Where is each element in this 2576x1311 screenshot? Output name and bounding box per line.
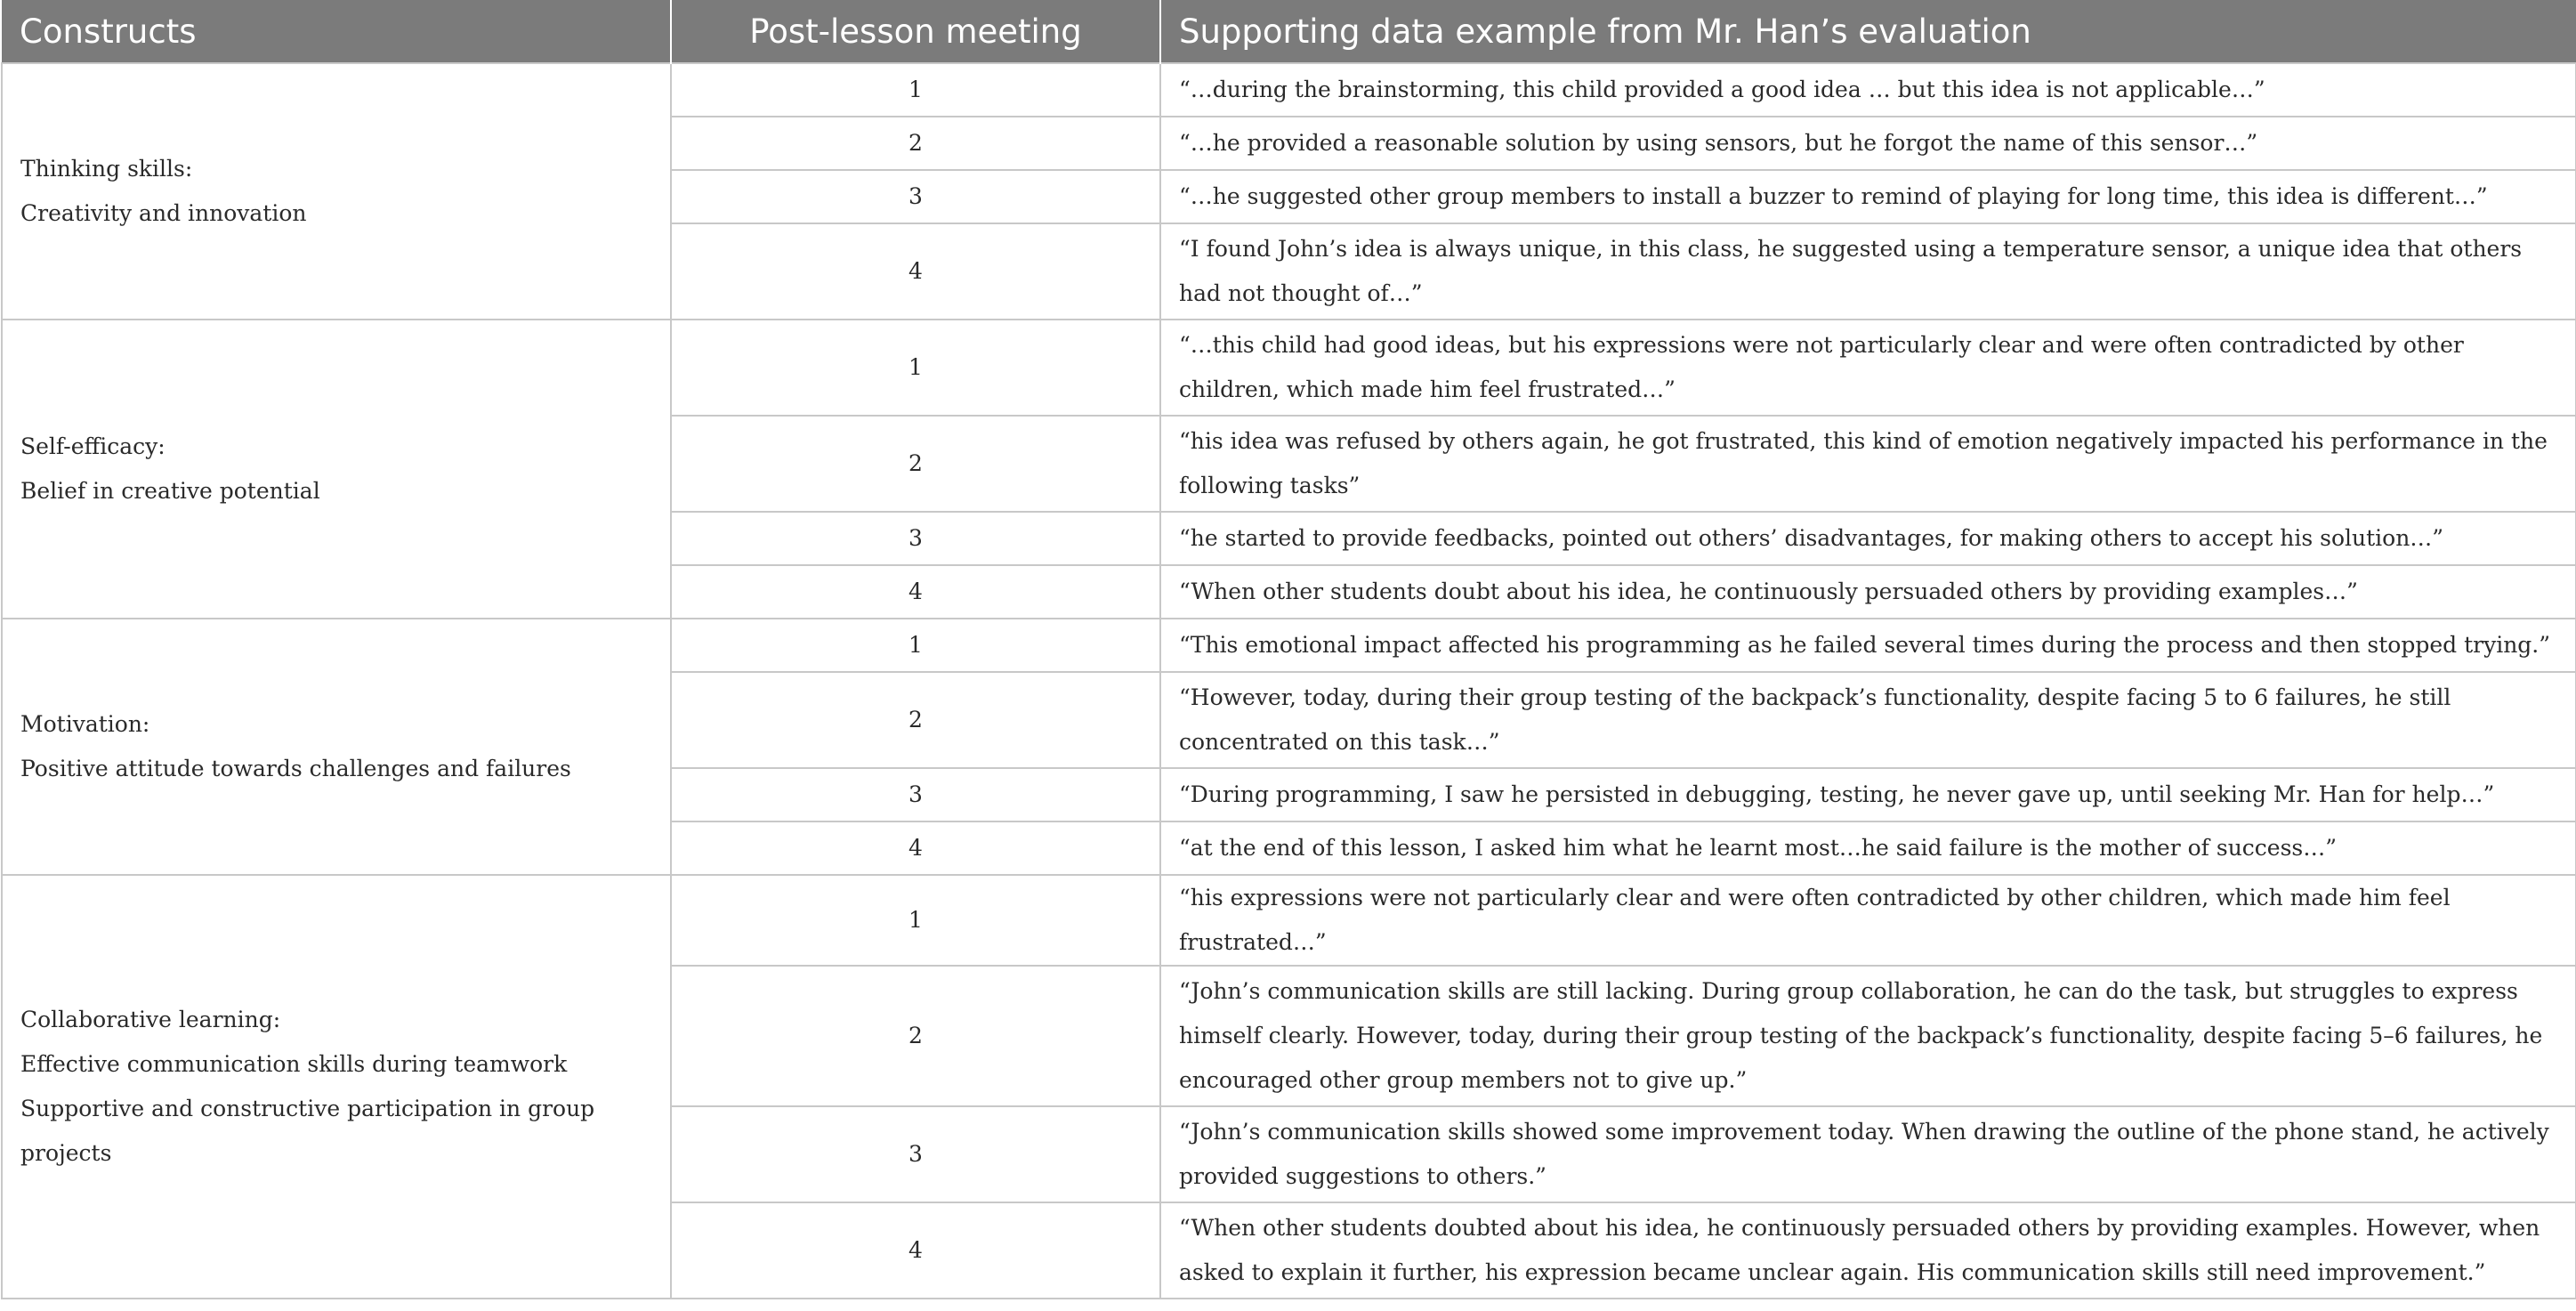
evidence-quote: “…during the brainstorming, this child provided a good idea … but this idea is not applicable…” [1160,63,2576,117]
meeting-number: 4 [671,223,1160,320]
meeting-number: 3 [671,170,1160,223]
meeting-number: 2 [671,672,1160,768]
header-meeting: Post-lesson meeting [671,0,1160,63]
construct-title: Thinking skills: [20,156,193,182]
evidence-quote: “…this child had good ideas, but his expressions were not particularly clear and were often contradicted by other children, which made him feel frustrated…” [1160,320,2576,416]
header-constructs: Constructs [2,0,671,63]
construct-subtitle: Creativity and innovation [20,200,307,226]
table-row [2,320,2576,416]
table-row [2,875,2576,966]
evidence-quote: “his expressions were not particularly clear and were often contradicted by other children, which made him feel frustrated…” [1160,875,2576,966]
evidence-quote: “This emotional impact affected his programming as he failed several times during the process and then stopped trying.” [1160,619,2576,672]
evidence-quote: “he started to provide feedbacks, pointed out others’ disadvantages, for making others to accept his solution…” [1160,512,2576,565]
evidence-quote: “…he provided a reasonable solution by using sensors, but he forgot the name of this sensor…” [1160,117,2576,170]
evidence-quote: “his idea was refused by others again, he got frustrated, this kind of emotion negatively impacted his performance in the following tasks” [1160,416,2576,512]
meeting-number: 2 [671,416,1160,512]
construct-subtitle: Supportive and constructive participation in group projects [20,1096,595,1166]
evidence-quote: “…he suggested other group members to install a buzzer to remind of playing for long time, this idea is different…” [1160,170,2576,223]
evidence-quote: “John’s communication skills showed some improvement today. When drawing the outline of the phone stand, he actively provided suggestions to others.” [1160,1106,2576,1202]
meeting-number: 1 [671,63,1160,117]
meeting-number: 3 [671,1106,1160,1202]
construct-cell [2,875,671,1299]
construct-title: Motivation: [20,711,150,737]
construct-cell [2,63,671,320]
meeting-number: 1 [671,619,1160,672]
evidence-quote: “During programming, I saw he persisted in debugging, testing, he never gave up, until seeking Mr. Han for help…” [1160,768,2576,821]
meeting-number: 4 [671,565,1160,619]
evidence-quote: “at the end of this lesson, I asked him what he learnt most…he said failure is the mother of success…” [1160,821,2576,875]
meeting-number: 3 [671,512,1160,565]
construct-title: Collaborative learning: [20,1007,281,1032]
evidence-quote: “However, today, during their group testing of the backpack’s functionality, despite facing 5 to 6 failures, he still concentrated on this task…” [1160,672,2576,768]
evidence-quote: “When other students doubted about his idea, he continuously persuaded others by providing examples. However, when asked to explain it further, his expression became unclear again. His communication skills still need improvement.” [1160,1202,2576,1299]
evidence-quote: “When other students doubt about his idea, he continuously persuaded others by providing examples…” [1160,565,2576,619]
meeting-number: 1 [671,875,1160,966]
evaluation-table [1,0,2576,1299]
table-row [2,63,2576,117]
construct-subtitle: Effective communication skills during teamwork [20,1051,568,1077]
construct-cell [2,320,671,619]
construct-cell [2,619,671,875]
meeting-number: 1 [671,320,1160,416]
construct-subtitle: Positive attitude towards challenges and failures [20,756,571,781]
table-row [2,619,2576,672]
construct-title: Self-efficacy: [20,433,166,459]
header-evidence: Supporting data example from Mr. Han’s evaluation [1160,0,2576,63]
meeting-number: 4 [671,821,1160,875]
header-row [2,0,2576,63]
construct-subtitle: Belief in creative potential [20,478,320,504]
meeting-number: 2 [671,117,1160,170]
meeting-number: 2 [671,966,1160,1106]
evidence-quote: “I found John’s idea is always unique, in this class, he suggested using a temperature sensor, a unique idea that others had not thought of…” [1160,223,2576,320]
evidence-quote: “John’s communication skills are still lacking. During group collaboration, he can do the task, but struggles to express himself clearly. However, today, during their group testing of the backpack’s functionality, despite facing 5–6 failures, he encouraged other group members not to give up.” [1160,966,2576,1106]
meeting-number: 3 [671,768,1160,821]
meeting-number: 4 [671,1202,1160,1299]
